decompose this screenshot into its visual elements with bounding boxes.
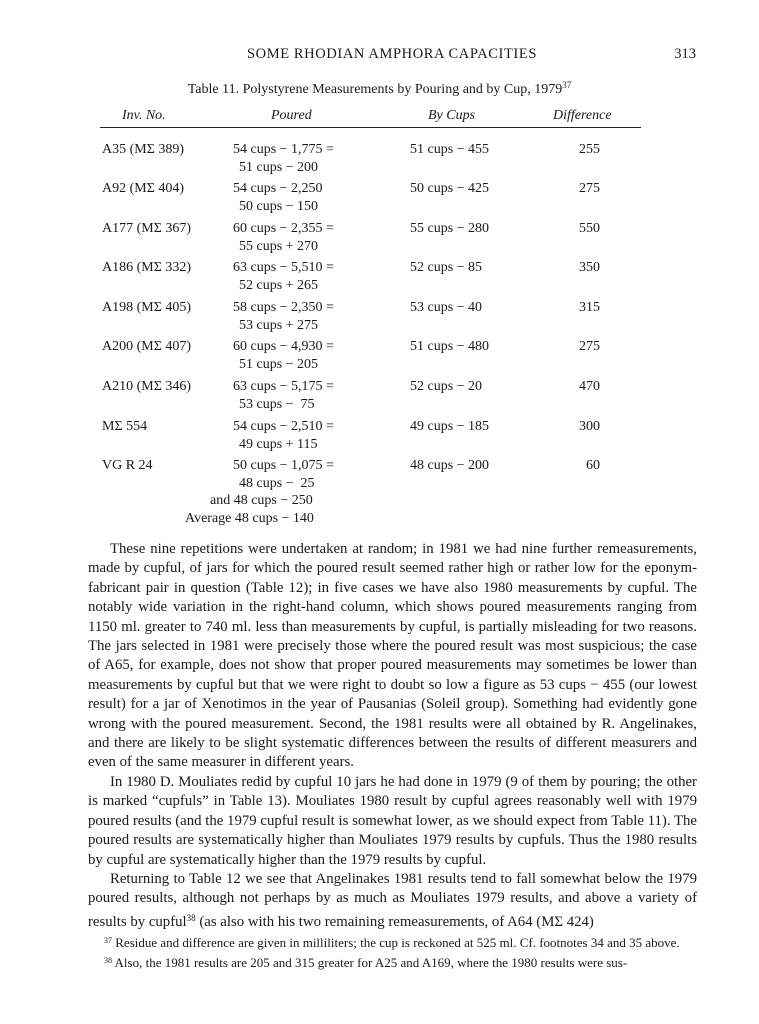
poured-line: 52 cups + 265: [239, 277, 319, 293]
by-cups-cell: 52 cups − 85: [410, 260, 483, 275]
difference-cell: 470: [579, 379, 600, 394]
footnote-mark: 37: [104, 936, 112, 945]
inv-cell: MΣ 554: [102, 419, 148, 434]
poured-cell: [180, 180, 350, 215]
by-cups-cell: 48 cups − 200: [410, 458, 490, 473]
poured-cell: [180, 299, 350, 334]
paragraph: In 1980 D. Mouliates redid by cupful 10 jars he had done in 1979 (9 of them by pouring; the other is marked “cupfuls” in Table 13). Mouliates 1980 result by cupful agrees reasonably well with 1979 poured results (and the 1979 cupful result is somewhat lower, as we should expect from Table 11). The poured results are systematically higher than Mouliates 1979 results by cupfuls. Thus the 1980 results by cupful are systematically higher than the 1979 results by cupful.: [88, 773, 697, 868]
poured-line: 63 cups − 5,175 =: [233, 379, 334, 394]
poured-line: 53 cups + 275: [239, 317, 319, 333]
page-number: 313: [674, 46, 696, 62]
column-header-poured: Poured: [271, 108, 312, 123]
poured-line: 49 cups + 115: [239, 436, 318, 452]
footnote-mark: 38: [104, 956, 112, 965]
poured-line: 51 cups − 205: [239, 356, 319, 372]
table-header: [100, 108, 640, 128]
footnote-ref-38[interactable]: 38: [186, 912, 196, 923]
poured-line: 54 cups − 2,250: [233, 181, 323, 196]
poured-line: 63 cups − 5,510 =: [233, 260, 334, 275]
poured-line: 50 cups − 150: [239, 198, 319, 214]
poured-cell: [180, 220, 350, 255]
column-header-inv-no: Inv. No.: [122, 108, 166, 123]
inv-cell: A186 (MΣ 332): [102, 260, 192, 275]
poured-line: 58 cups − 2,350 =: [233, 300, 334, 315]
difference-cell: 275: [579, 339, 600, 354]
poured-line: 54 cups − 2,510 =: [233, 419, 334, 434]
footnote-ref-37[interactable]: 37: [562, 80, 572, 90]
running-head: [88, 46, 696, 66]
paragraph-text: (as also with his two remaining remeasurements, of A64 (MΣ 424): [195, 913, 594, 930]
poured-line: Average 48 cups − 140: [185, 510, 314, 526]
footnote-38: [88, 952, 697, 971]
by-cups-cell: 52 cups − 20: [410, 379, 483, 394]
inv-cell: A35 (MΣ 389): [102, 142, 185, 157]
poured-line: 51 cups − 200: [239, 159, 319, 175]
difference-cell: 275: [579, 181, 600, 196]
poured-line: and 48 cups − 250: [210, 493, 313, 508]
inv-cell: A177 (MΣ 367): [102, 221, 192, 236]
poured-cell: [180, 457, 350, 527]
paragraph: [88, 870, 697, 932]
poured-cell: [180, 141, 350, 176]
table-caption-text: Table 11. Polystyrene Measurements by Pouring and by Cup, 1979: [187, 82, 563, 97]
paragraph-text: Returning to Table 12 we see that Angelinakes 1981 results tend to fall somewhat below the 1979 poured results, although not perhaps by as much as Mouliates 1979 results, and above a variety of results by cupful: [88, 870, 697, 930]
table-header-rule: [100, 127, 641, 128]
poured-cell: [180, 259, 350, 294]
footnote-37: [88, 932, 697, 951]
column-header-difference: Difference: [553, 108, 612, 123]
difference-cell: 60: [586, 458, 600, 473]
running-title: SOME RHODIAN AMPHORA CAPACITIES: [247, 46, 537, 62]
by-cups-cell: 51 cups − 455: [410, 142, 490, 157]
column-header-by-cups: By Cups: [428, 108, 476, 123]
poured-cell: [180, 338, 350, 373]
footnote-text: Also, the 1981 results are 205 and 315 greater for A25 and A169, where the 1980 results were sus-: [112, 955, 628, 970]
by-cups-cell: 53 cups − 40: [410, 300, 483, 315]
difference-cell: 315: [579, 300, 600, 315]
paragraph: These nine repetitions were undertaken at random; in 1981 we had nine further remeasurements, made by cupful, of jars for which the poured result seemed rather high or rather low for the eponym-fabricant pair in question (Table 12); in five cases we have also 1980 measurements by cupful. The notably wide variation in the right-hand column, which shows poured measurements ranging from 1150 ml. greater to 740 ml. less than measurements by cupful, is partially misleading for two reasons. The jars selected in 1981 were precisely those where the poured result was most suspicious; the case of A65, for example, does not show that proper poured measurements may sometimes be lower than measurements by cupful but that we were right to doubt so low a figure as 53 cups − 455 (our lowest result) for a jar of Xenotimos in the year of Pausanias (Soleil group). Something had evidently gone wrong with the poured measurement. Second, the 1981 results were all obtained by R. Angelinakes, and there are likely to be slight systematic differences between the results of different measurers and even of the same measurer in different years.: [88, 541, 697, 771]
body-text: [88, 540, 697, 932]
footnotes: [88, 932, 697, 972]
difference-cell: 350: [579, 260, 600, 275]
poured-line: 53 cups − 75: [239, 396, 315, 412]
difference-cell: 255: [579, 142, 600, 157]
inv-cell: A200 (MΣ 407): [102, 339, 192, 354]
poured-line: 54 cups − 1,775 =: [233, 142, 334, 157]
by-cups-cell: 50 cups − 425: [410, 181, 490, 196]
poured-line: 50 cups − 1,075 =: [233, 458, 334, 473]
inv-cell: A198 (MΣ 405): [102, 300, 192, 315]
inv-cell: A92 (MΣ 404): [102, 181, 185, 196]
poured-line: 48 cups − 25: [239, 475, 315, 491]
inv-cell: A210 (MΣ 346): [102, 379, 192, 394]
by-cups-cell: 49 cups − 185: [410, 419, 490, 434]
inv-cell: VG R 24: [102, 458, 153, 473]
poured-line: 55 cups + 270: [239, 238, 319, 254]
poured-cell: [180, 418, 350, 453]
footnote-text: Residue and difference are given in milliliters; the cup is reckoned at 525 ml. Cf. footnotes 34 and 35 above.: [112, 935, 680, 950]
by-cups-cell: 55 cups − 280: [410, 221, 490, 236]
poured-line: 60 cups − 2,355 =: [233, 221, 334, 236]
poured-cell: [180, 378, 350, 413]
poured-line: 60 cups − 4,930 =: [233, 339, 334, 354]
difference-cell: 550: [579, 221, 600, 236]
by-cups-cell: 51 cups − 480: [410, 339, 490, 354]
table-caption: [0, 80, 759, 98]
difference-cell: 300: [579, 419, 600, 434]
